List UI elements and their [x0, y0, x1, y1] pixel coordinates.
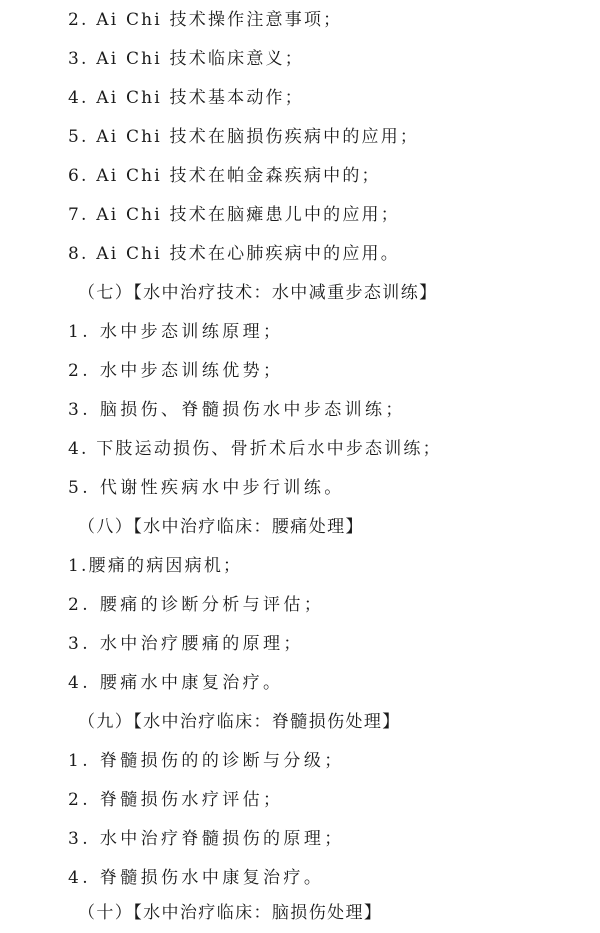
- list-item: 8. Ai Chi 技术在心肺疾病中的应用。: [68, 244, 400, 264]
- section-heading: （十）【水中治疗临床：脑损伤处理】: [78, 903, 383, 923]
- list-item: 1.腰痛的病因病机；: [68, 556, 243, 576]
- list-item: 5. Ai Chi 技术在脑损伤疾病中的应用；: [68, 127, 420, 147]
- list-item: 2. Ai Chi 技术操作注意事项；: [68, 10, 343, 30]
- section-heading: （八）【水中治疗临床：腰痛处理】: [78, 517, 364, 537]
- list-item: 1. 水中步态训练原理；: [68, 322, 284, 342]
- list-item: 3. 水中治疗脊髓损伤的原理；: [68, 829, 345, 849]
- section-heading: （九）【水中治疗临床：脊髓损伤处理】: [78, 712, 401, 732]
- list-item: 2. 水中步态训练优势；: [68, 361, 284, 381]
- list-item: 4. 下肢运动损伤、骨折术后水中步态训练；: [68, 439, 442, 459]
- list-item: 2. 脊髓损伤水疗评估；: [68, 790, 284, 810]
- list-item: 4. Ai Chi 技术基本动作；: [68, 88, 304, 108]
- list-item: 4. 腰痛水中康复治疗。: [68, 673, 284, 693]
- list-item: 3. 水中治疗腰痛的原理；: [68, 634, 304, 654]
- list-item: 1. 脊髓损伤的的诊断与分级；: [68, 751, 345, 771]
- list-item: 4. 脊髓损伤水中康复治疗。: [68, 868, 325, 888]
- section-heading: （七）【水中治疗技术：水中减重步态训练】: [78, 283, 438, 303]
- list-item: 7. Ai Chi 技术在脑瘫患儿中的应用；: [68, 205, 400, 225]
- list-item: 3. Ai Chi 技术临床意义；: [68, 49, 304, 69]
- list-item: 6. Ai Chi 技术在帕金森疾病中的；: [68, 166, 381, 186]
- list-item: 3. 脑损伤、脊髓损伤水中步态训练；: [68, 400, 406, 420]
- list-item: 2. 腰痛的诊断分析与评估；: [68, 595, 325, 615]
- list-item: 5. 代谢性疾病水中步行训练。: [68, 478, 345, 498]
